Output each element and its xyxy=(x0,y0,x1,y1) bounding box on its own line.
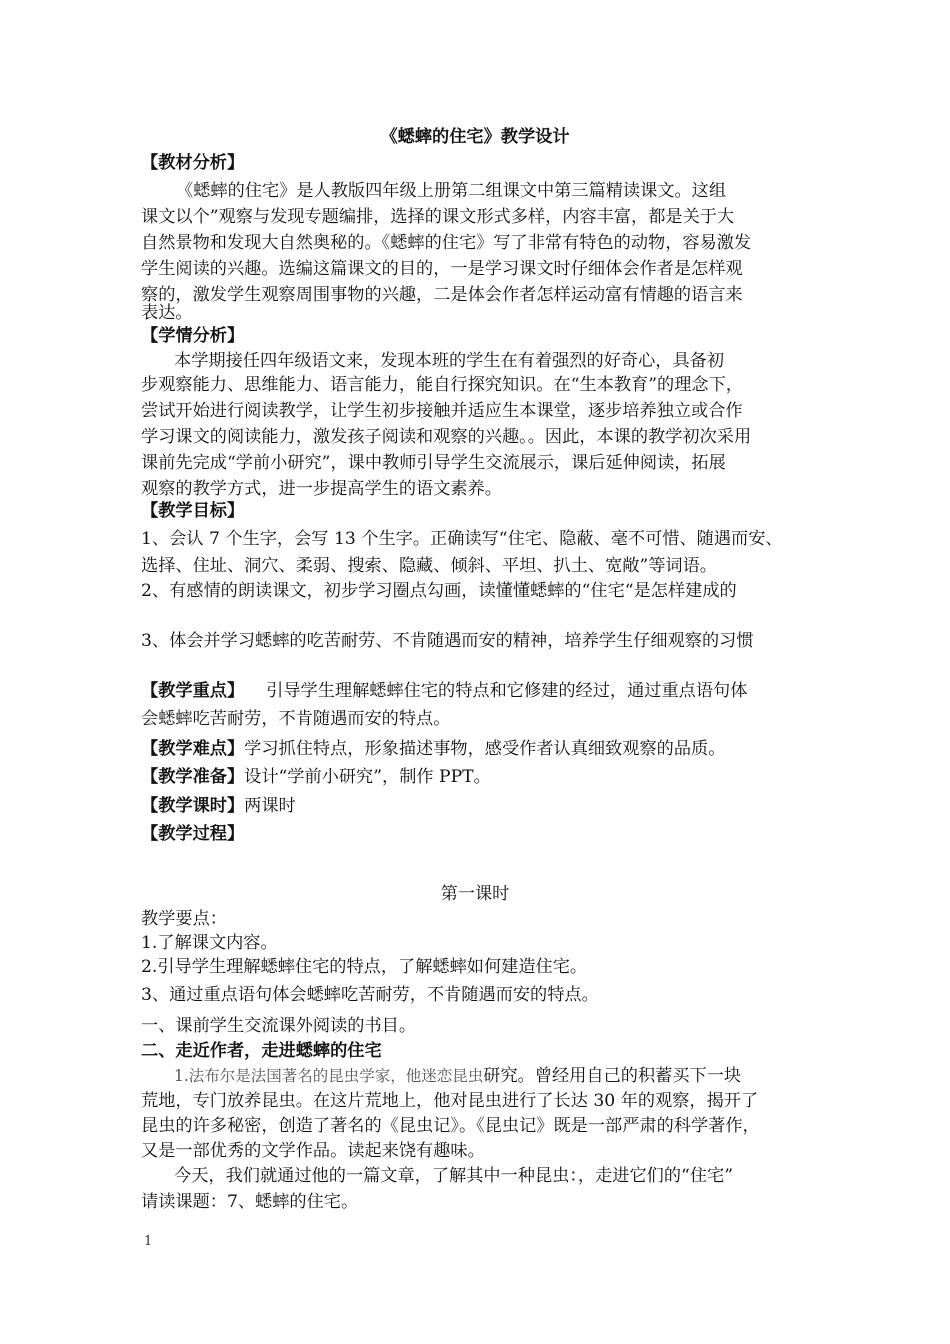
key-point-text: 引导学生理解蟋蟀住宅的特点和它修建的经过，通过重点语句体 xyxy=(266,681,748,701)
difficulty-line xyxy=(141,738,725,760)
lesson-title: 第一课时 xyxy=(440,884,510,904)
process-heading: 【教学过程】 xyxy=(141,824,245,844)
paragraph-line: 荒地，专门放养昆虫。在这片荒地上，他对昆虫进行了长达 30 年的观察，揭开了 xyxy=(141,1091,759,1111)
key-point-line-2: 会蟋蟀吃苦耐劳，不肯随遇而安的特点。 xyxy=(141,709,451,729)
hours-text: 两课时 xyxy=(244,796,296,816)
paragraph-line: 昆虫的许多秘密，创造了著名的《昆虫记》。《昆虫记》既是一部严肃的科学著作， xyxy=(141,1116,760,1136)
paragraph-line xyxy=(174,1065,741,1087)
paragraph-line: 本学期接任四年级语文来，发现本班的学生在有着强烈的好奇心，具备初 xyxy=(174,351,725,371)
point-item: 2.引导学生理解蟋蟀住宅的特点，了解蟋蟀如何建造住宅。 xyxy=(141,957,588,977)
point-item: 1.了解课文内容。 xyxy=(141,933,278,953)
paragraph-line: 《蟋蟀的住宅》是人教版四年级上册第二组课文中第三篇精读课文。这组 xyxy=(176,181,727,201)
section-heading-material: 【教材分析】 xyxy=(141,153,245,173)
paragraph-line: 步观察能力、思维能力、语言能力，能自行探究知识。在“生本教育”的理念下， xyxy=(141,375,743,395)
step-one: 一、课前学生交流课外阅读的书目。 xyxy=(141,1016,417,1036)
page-number: 1 xyxy=(144,1234,153,1249)
goal-line: 2、有感情的朗读课文，初步学习圈点勾画，读懂懂蟋蟀的“住宅“是怎样建成的 xyxy=(141,581,737,601)
step-two: 二、走近作者，走进蟋蟀的住宅 xyxy=(141,1041,382,1061)
paragraph-line: 表达。 xyxy=(141,303,193,323)
author-intro-text: 1.法布尔是法国著名的昆虫学家，他迷恋昆虫 xyxy=(174,1067,484,1085)
paragraph-line: 察的，激发学生观察周围事物的兴趣，二是体会作者怎样运动富有情趣的语言来 xyxy=(141,285,743,305)
doc-title: 《蟋蟀的住宅》教学设计 xyxy=(380,127,570,147)
preparation-label: 【教学准备】 xyxy=(141,767,245,787)
key-point-line xyxy=(141,680,747,702)
author-intro-rest: 研究。曾经用自己的积蓄买下一块 xyxy=(483,1066,742,1086)
paragraph-line: 观察的教学方式，进一步提高学生的语文素养。 xyxy=(141,479,502,499)
paragraph-line: 今天，我们就通过他的一篇文章，了解其中一种昆虫：，走进它们的“住宅” xyxy=(174,1166,733,1186)
paragraph-line: 又是一部优秀的文学作品。读起来饶有趣味。 xyxy=(141,1141,485,1161)
points-label: 教学要点： xyxy=(141,909,227,929)
paragraph-line: 自然景物和发现大自然奥秘的。《蟋蟀的住宅》写了非常有特色的动物，容易激发 xyxy=(141,233,752,253)
section-heading-goals: 【教学目标】 xyxy=(141,501,245,521)
preparation-text: 设计“学前小研究”，制作 PPT。 xyxy=(244,767,491,787)
section-heading-students: 【学情分析】 xyxy=(141,326,245,346)
paragraph-line: 课前先完成“学前小研究”，课中教师引导学生交流展示，课后延伸阅读，拓展 xyxy=(141,453,726,473)
preparation-line xyxy=(141,766,491,788)
paragraph-line: 尝试开始进行阅读教学，让学生初步接触并适应生本课堂，逐步培养独立或合作 xyxy=(141,401,743,421)
goal-line: 选择、住址、洞穴、柔弱、搜索、隐藏、倾斜、平坦、扒土、宽敞”等词语。 xyxy=(141,556,717,576)
hours-line xyxy=(141,795,296,817)
paragraph-line: 学习课文的阅读能力，激发孩子阅读和观察的兴趣。。因此，本课的教学初次采用 xyxy=(141,427,752,447)
paragraph-line: 课文以个”观察与发现专题编排，选择的课文形式多样，内容丰富，都是关于大 xyxy=(141,207,735,227)
hours-label: 【教学课时】 xyxy=(141,796,245,816)
goal-line: 1、会认 7 个生字，会写 13 个生字。正确读写“住宅、隐蔽、毫不可惜、随遇而安、 xyxy=(141,529,783,549)
difficulty-label: 【教学难点】 xyxy=(141,739,245,759)
difficulty-text: 学习抓住特点，形象描述事物，感受作者认真细致观察的品质。 xyxy=(244,739,726,759)
paragraph-line: 请读课题：7、蟋蟀的住宅。 xyxy=(141,1192,359,1212)
goal-line: 3、体会并学习蟋蟀的吃苦耐劳、不肯随遇而安的精神，培养学生仔细观察的习惯 xyxy=(141,631,754,651)
paragraph-line: 学生阅读的兴趣。选编这篇课文的目的，一是学习课文时仔细体会作者是怎样观 xyxy=(141,259,743,279)
key-point-label: 【教学重点】 xyxy=(141,681,245,701)
point-item: 3、通过重点语句体会蟋蟀吃苦耐劳，不肯随遇而安的特点。 xyxy=(141,985,599,1005)
